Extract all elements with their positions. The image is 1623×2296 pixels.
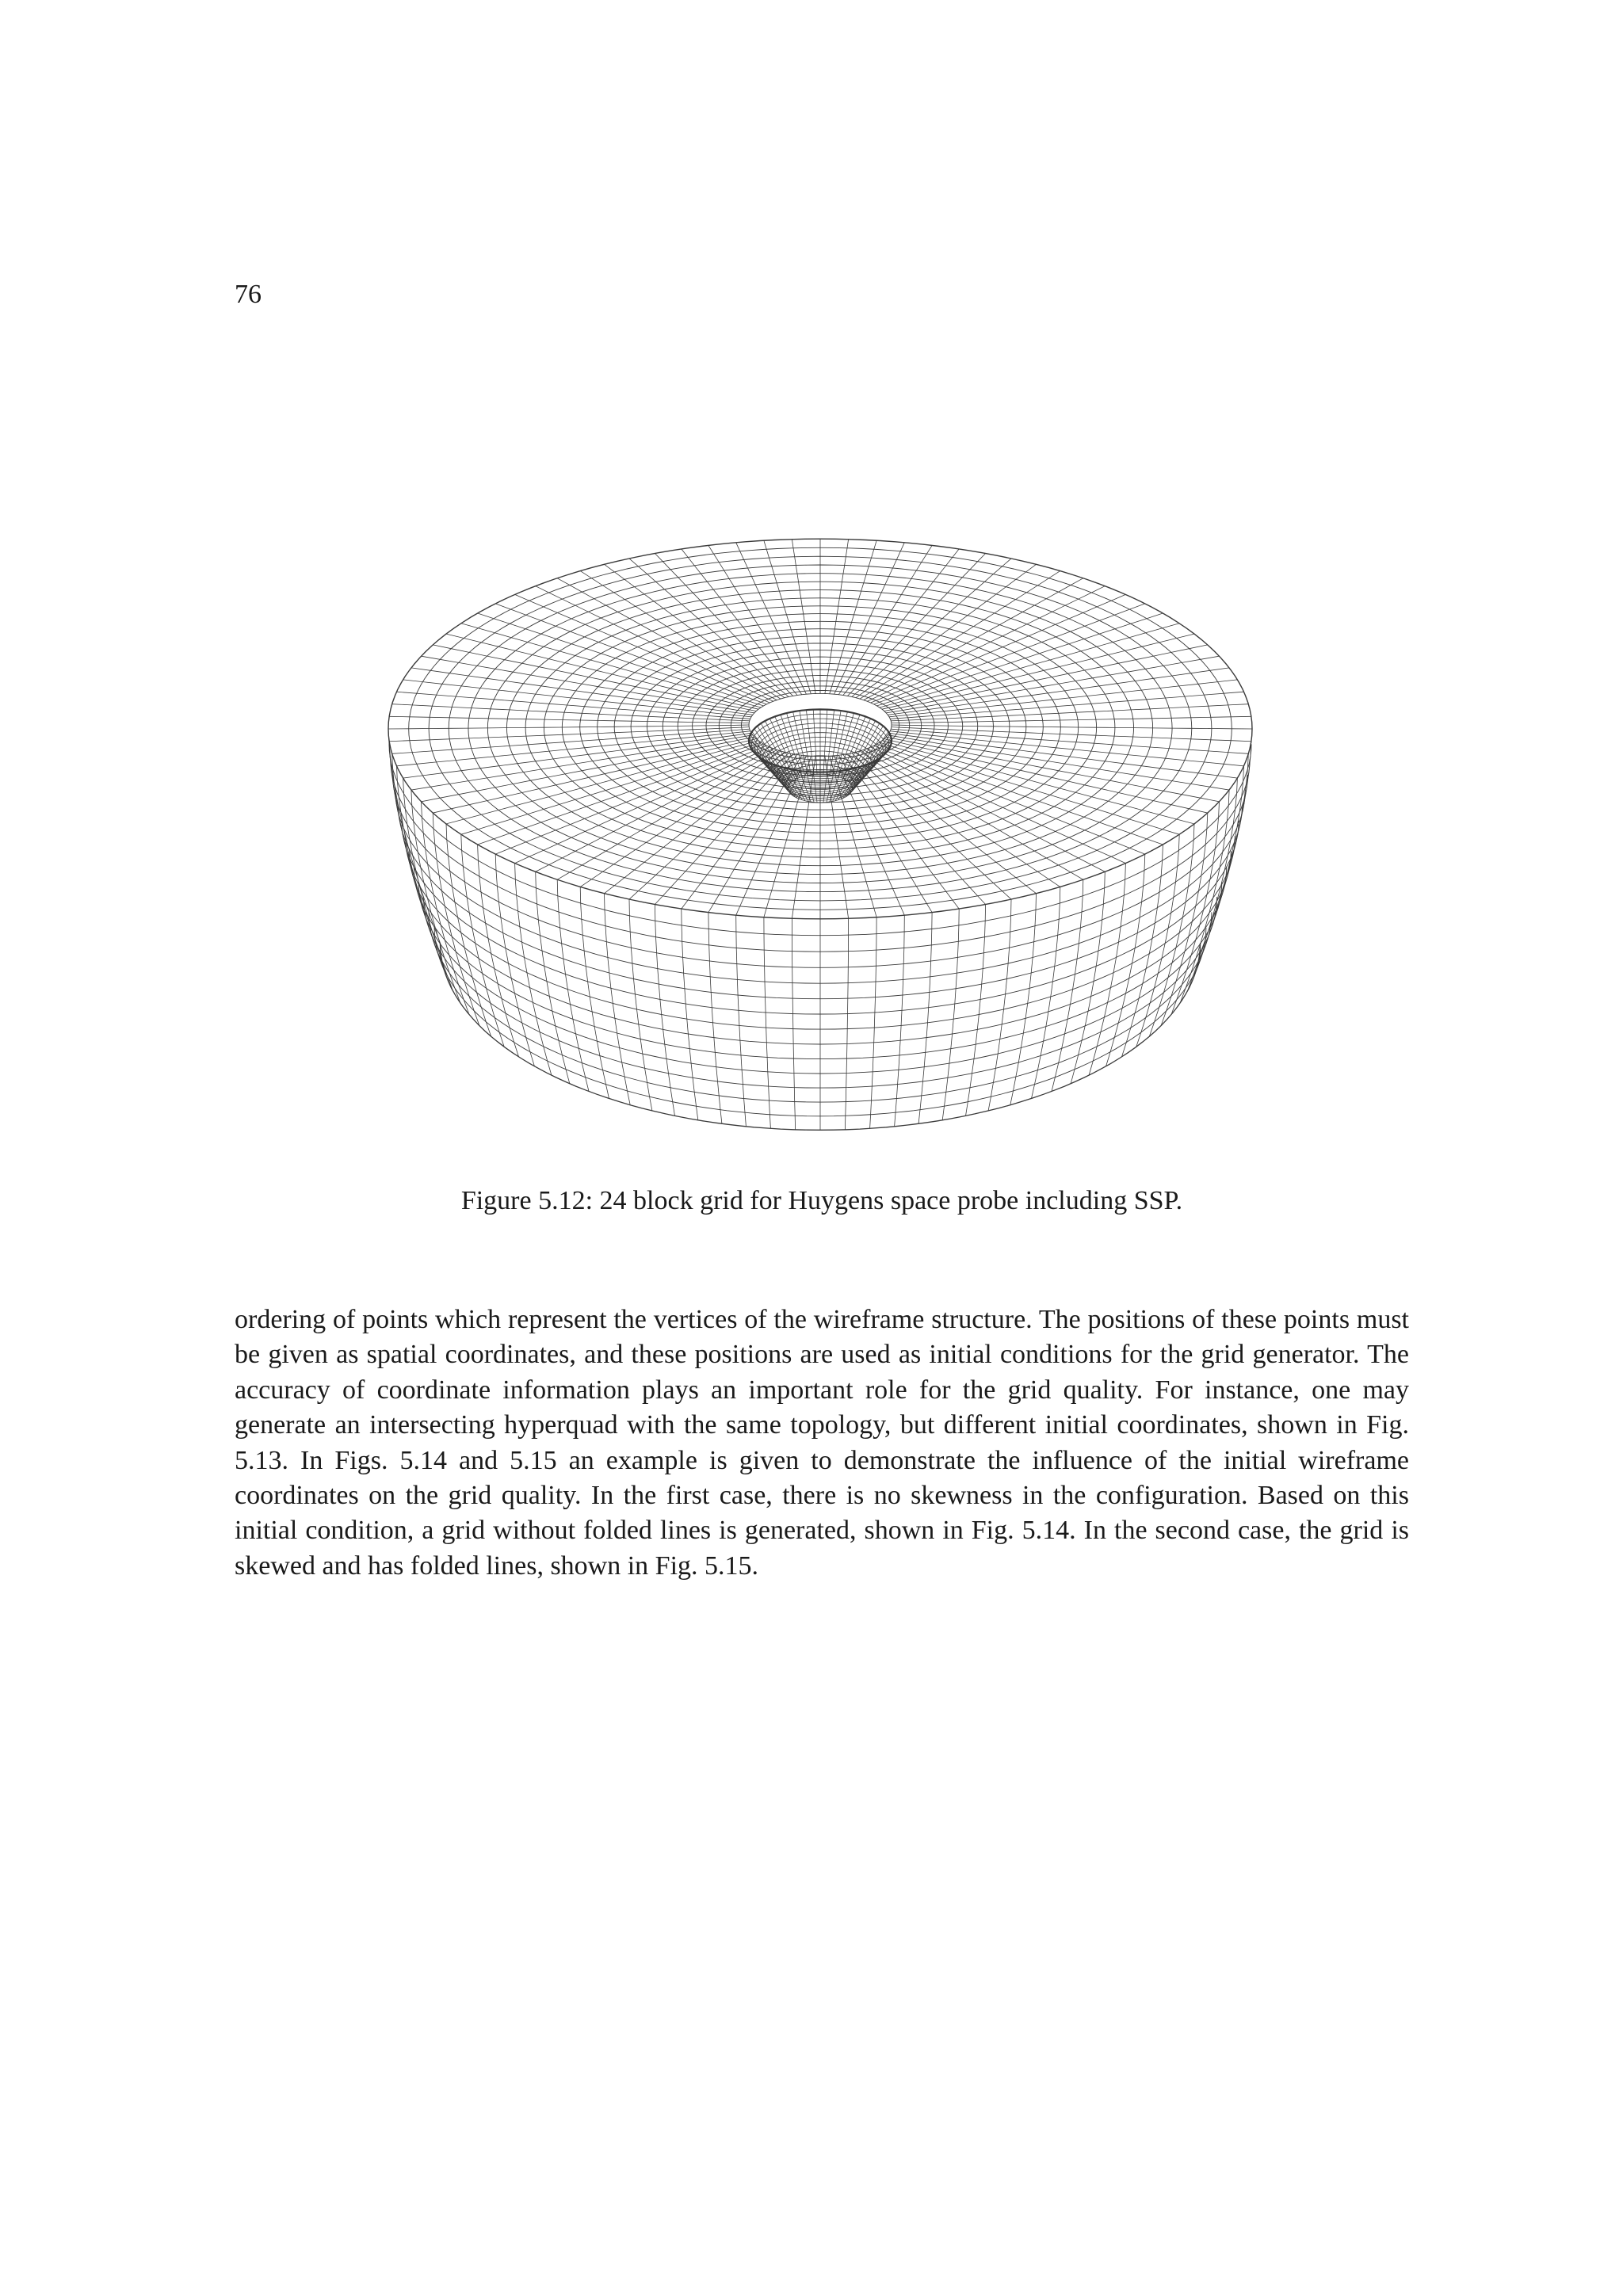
figure-caption: Figure 5.12: 24 block grid for Huygens space probe including SSP. xyxy=(460,1186,1183,1215)
grid-meridian xyxy=(495,604,766,704)
grid-meridian xyxy=(876,613,1163,706)
wireframe-grid-image xyxy=(372,357,1268,1149)
grid-meridian xyxy=(478,613,764,706)
figure-huygens-grid xyxy=(372,357,1268,1149)
grid-meridian xyxy=(433,739,756,1026)
grid-meridian xyxy=(411,735,753,1003)
grid-meridian xyxy=(843,549,959,696)
grid-meridian xyxy=(847,754,985,1116)
grid-meridian xyxy=(871,747,1126,1075)
grid-meridian xyxy=(860,571,1060,700)
grid-meridian xyxy=(655,754,792,1116)
grid-meridian xyxy=(397,731,750,979)
grid-meridian xyxy=(838,755,932,1123)
grid-meridian xyxy=(892,716,1251,723)
grid-meridian xyxy=(708,755,802,1123)
grid-meridian xyxy=(422,656,754,713)
hole-meridian xyxy=(800,711,811,775)
body-text xyxy=(235,1302,1409,1584)
grid-meridian xyxy=(557,749,777,1091)
grid-meridian xyxy=(884,739,1208,1026)
page-number: 76 xyxy=(235,280,262,309)
grid-meridian xyxy=(886,656,1219,713)
grid-meridian xyxy=(852,559,1011,697)
grid-meridian xyxy=(874,604,1145,704)
grid-meridian xyxy=(629,559,789,697)
grid-meridian xyxy=(682,549,797,696)
grid-meridian xyxy=(580,571,781,700)
hole-meridian xyxy=(830,711,841,775)
grid-meridian xyxy=(389,716,749,723)
grid-meridian xyxy=(892,725,1252,729)
grid-meridian xyxy=(864,749,1083,1091)
grid-meridian xyxy=(890,731,1243,979)
body-paragraph: ordering of points which represent the vertices of the wireframe structure. The positions of these points must be given as spatial coordinates, and these positions are used as initial conditions for the grid generator. The accuracy of coordinate information plays an important role for the grid quality. For instance, one may generate an intersecting hyperquad with the same topology, but different initial coordinates, shown in Fig. 5.13. In Figs. 5.14 and 5.15 an example is given to demonstrate the influence of the initial wireframe coordinates on the grid quality. In the first case, there is no skewness in the configuration. Based on this initial condition, a grid without folded lines is generated, shown in Fig. 5.14. In the second case, the grid is skewed and has folded lines, shown in Fig. 5.15. xyxy=(235,1305,1409,1581)
grid-meridian xyxy=(515,747,770,1075)
grid-meridian xyxy=(888,735,1229,1003)
